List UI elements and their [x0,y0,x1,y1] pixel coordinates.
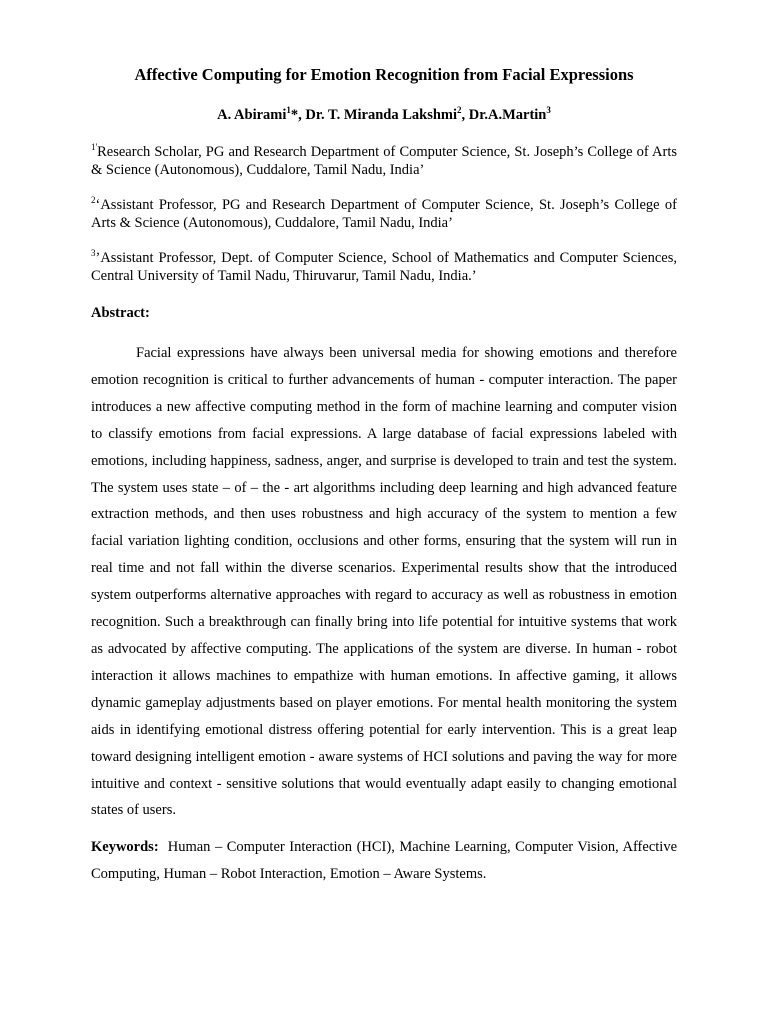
author-affiliation-mark: 2 [457,105,462,116]
affiliation-text: ‘Assistant Professor, PG and Research Department of Computer Science, St. Joseph’s College of Arts & Science (Autonomous), Cuddalore, Tamil Nadu, India’ [91,197,677,231]
paper-title: Affective Computing for Emotion Recognition from Facial Expressions [134,65,634,84]
author-separator: , [298,107,306,123]
author-separator: , [461,107,469,123]
author-affiliation-mark: 3 [546,105,551,116]
author-name: A. Abirami [217,107,287,123]
keywords-text: Human – Computer Interaction (HCI), Machine Learning, Computer Vision, Affective Computing, Human – Robot Interaction, Emotion – Aware Systems. [91,839,678,882]
author-name: Dr.A.Martin [468,107,547,123]
keywords-label: Keywords: [91,839,159,855]
keywords [91,834,677,888]
affiliation-mark: 1' [91,142,98,153]
affiliation-text: Research Scholar, PG and Research Department of Computer Science, St. Joseph’s College of Arts & Science (Autonomous), Cuddalore, Tamil Nadu, India’ [91,144,677,178]
author-affiliation-mark: 1 [286,105,291,116]
affiliation-text: ’Assistant Professor, Dept. of Computer Science, School of Mathematics and Computer Sciences, Central University of Tamil Nadu, Thiruvarur, Tamil Nadu, India.’ [91,250,677,284]
author-name: Dr. T. Miranda Lakshmi [305,107,458,123]
affiliation-mark: 2 [91,195,96,206]
abstract-text: Facial expressions have always been universal media for showing emotions and therefore emotion recognition is critical to further advancements of human - computer interaction. The paper introduces a new affective computing method in the form of machine learning and computer vision to classify emotions from facial expressions. A large database of facial expressions labeled with emotions, including happiness, sadness, anger, and surprise is developed to train and test the system. The system uses state – of – the - art algorithms including deep learning and high advanced feature extraction methods, and then uses robustness and high accuracy of the system to mention a few facial variation lighting condition, occlusions and other forms, ensuring that the system will run in real time and not fall within the diverse scenarios. Experimental results show that the introduced system outperforms alternative approaches with regard to accuracy as well as robustness in emotion recognition. Such a breakthrough can finally bring into life potential for intuitive systems that work as advocated by affective computing. The applications of the system are diverse. In human - robot interaction it allows machines to empathize with human emotions. In affective gaming, it allows dynamic gameplay adjustments based on player emotions. For mental health monitoring the system aids in identifying emotional distress offering potential for early intervention. This is a great leap toward designing intelligent emotion - aware systems of HCI solutions and paving the way for more intuitive and context - sensitive solutions that would eventually adapt easily to changing emotional states of users. [91,345,677,819]
affiliation-2 [91,197,677,232]
affiliation-1 [91,144,677,179]
corresponding-author-mark: * [290,107,299,123]
affiliation-mark: 3 [91,248,96,259]
author-list [0,105,768,125]
abstract-heading: Abstract: [91,305,150,321]
affiliation-3 [91,250,677,285]
